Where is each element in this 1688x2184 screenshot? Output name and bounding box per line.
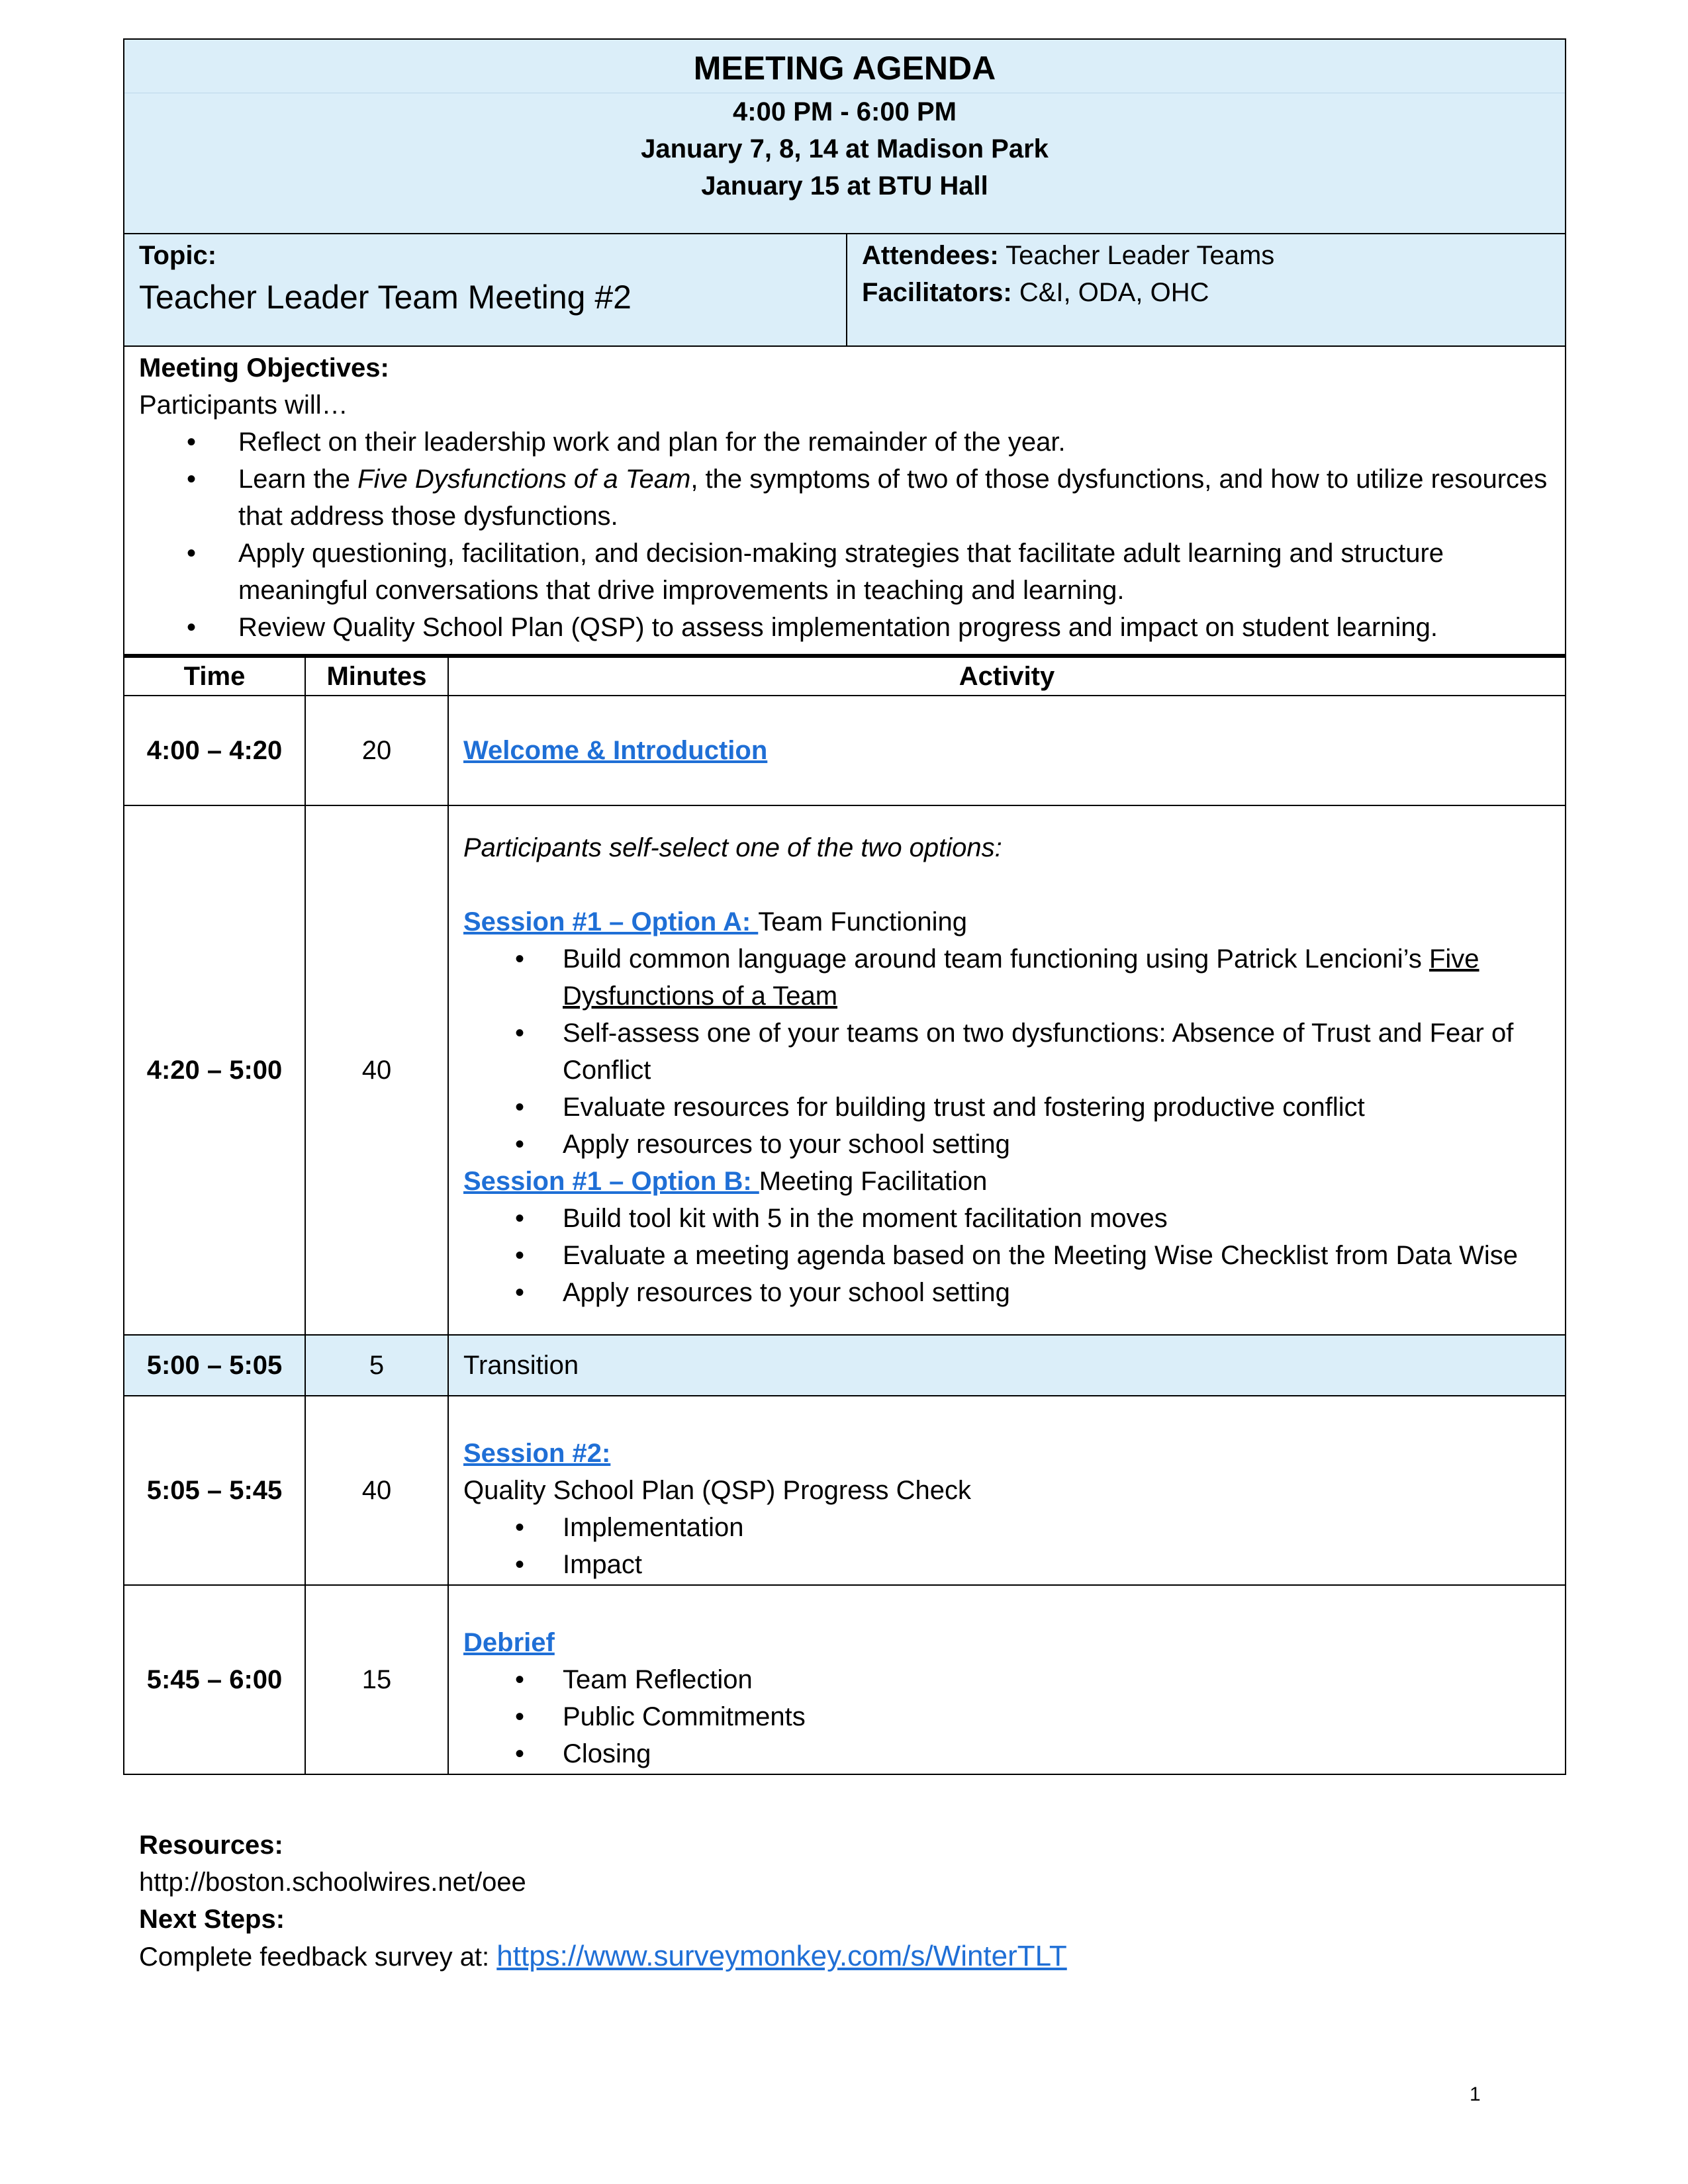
list-item: • Public Commitments — [563, 1698, 1550, 1735]
objective-item: • Reflect on their leadership work and plan for the remainder of the year. — [238, 424, 1550, 461]
facilitators-label: Facilitators: — [862, 278, 1012, 307]
session-2-list — [463, 1509, 1550, 1583]
row-minutes: 20 — [305, 696, 448, 805]
row-minutes: 15 — [305, 1585, 448, 1774]
option-a-title: Team Functioning — [758, 907, 968, 936]
row-minutes: 5 — [305, 1335, 448, 1396]
list-item-text: Build common language around team functioning using Patrick Lencioni’s — [563, 944, 1429, 974]
attendees-label: Attendees: — [862, 241, 999, 270]
row-minutes: 40 — [305, 805, 448, 1335]
welcome-link[interactable]: Welcome & Introduction — [463, 736, 768, 765]
row-activity — [448, 805, 1566, 1335]
schedule-header-row — [124, 657, 1566, 696]
session-2-link[interactable]: Session #2: — [463, 1439, 611, 1468]
book-title: Five Dysfunctions of a Team — [563, 944, 1479, 1011]
options-intro: Participants self-select one of the two options: — [463, 833, 1002, 862]
list-item: • Apply resources to your school setting — [563, 1274, 1550, 1311]
table-row — [124, 1335, 1566, 1396]
agenda-title: MEETING AGENDA — [693, 50, 996, 87]
objective-text: , the symptoms of two of those dysfunctions, and how to utilize resources that address those dysfunctions. — [238, 465, 1548, 531]
resources-label: Resources: — [139, 1831, 283, 1860]
list-item: • Evaluate a meeting agenda based on the Meeting Wise Checklist from Data Wise — [563, 1237, 1550, 1274]
next-steps-label: Next Steps: — [139, 1905, 285, 1934]
survey-link[interactable]: https://www.surveymonkey.com/s/WinterTLT — [496, 1940, 1067, 1972]
list-item: • Team Reflection — [563, 1661, 1550, 1698]
session-2-title: Quality School Plan (QSP) Progress Check — [463, 1476, 971, 1505]
table-row — [124, 1396, 1566, 1585]
activity-header: Activity — [448, 657, 1566, 696]
agenda-header — [123, 38, 1566, 234]
page-number: 1 — [1470, 2083, 1481, 2105]
facilitators-value: C&I, ODA, OHC — [1011, 278, 1209, 307]
agenda-page — [123, 38, 1566, 1775]
resources-section — [139, 1827, 1067, 1976]
row-time: 5:00 – 5:05 — [124, 1335, 305, 1396]
row-time: 5:45 – 6:00 — [124, 1585, 305, 1774]
topic-row — [123, 234, 1566, 347]
option-b-title: Meeting Facilitation — [759, 1167, 988, 1196]
list-item: • Self-assess one of your teams on two dysfunctions: Absence of Trust and Fear of Conflict — [563, 1015, 1550, 1089]
row-activity — [448, 1396, 1566, 1585]
topic-label: Topic: — [139, 241, 217, 270]
meeting-objectives — [123, 347, 1566, 657]
topic-cell — [124, 234, 847, 345]
objective-item: • Apply questioning, facilitation, and decision-making strategies that facilitate adult learning and structure meaningful conversations that drive improvements in teaching and learning. — [238, 535, 1550, 609]
table-row — [124, 696, 1566, 805]
list-item: • Build tool kit with 5 in the moment facilitation moves — [563, 1200, 1550, 1237]
row-activity — [448, 696, 1566, 805]
list-item: • Implementation — [563, 1509, 1550, 1546]
spacer — [463, 866, 1550, 903]
table-row — [124, 1585, 1566, 1774]
objectives-divider — [124, 654, 1565, 655]
row-time: 4:20 – 5:00 — [124, 805, 305, 1335]
list-item — [563, 940, 1550, 1015]
objective-item: • Review Quality School Plan (QSP) to assess implementation progress and impact on student learning. — [238, 609, 1550, 646]
attendees-cell — [847, 234, 1565, 345]
row-time: 5:05 – 5:45 — [124, 1396, 305, 1585]
agenda-dates-1: January 7, 8, 14 at Madison Park — [641, 134, 1049, 163]
time-header: Time — [124, 657, 305, 696]
objectives-list — [139, 424, 1550, 646]
option-b-list — [463, 1200, 1550, 1311]
debrief-list — [463, 1661, 1550, 1772]
objectives-label: Meeting Objectives: — [139, 353, 389, 383]
resources-url[interactable]: http://boston.schoolwires.net/oee — [139, 1868, 526, 1897]
list-item: • Closing — [563, 1735, 1550, 1772]
option-b-link[interactable]: Session #1 – Option B: — [463, 1167, 759, 1196]
list-item: • Impact — [563, 1546, 1550, 1583]
row-activity — [448, 1585, 1566, 1774]
objectives-intro: Participants will… — [139, 390, 348, 420]
agenda-time: 4:00 PM - 6:00 PM — [733, 97, 957, 126]
survey-text: Complete feedback survey at: — [139, 1942, 497, 1972]
table-row — [124, 805, 1566, 1335]
list-item: • Evaluate resources for building trust and fostering productive conflict — [563, 1089, 1550, 1126]
list-item: • Apply resources to your school setting — [563, 1126, 1550, 1163]
debrief-link[interactable]: Debrief — [463, 1628, 555, 1657]
row-minutes: 40 — [305, 1396, 448, 1585]
minutes-header: Minutes — [305, 657, 448, 696]
agenda-dates-2: January 15 at BTU Hall — [701, 171, 988, 201]
schedule-table — [123, 657, 1566, 1775]
objective-item — [238, 461, 1550, 535]
option-a-list — [463, 940, 1550, 1163]
book-title: Five Dysfunctions of a Team — [357, 465, 691, 494]
objective-text: Learn the — [238, 465, 358, 494]
row-activity: Transition — [448, 1335, 1566, 1396]
topic-value: Teacher Leader Team Meeting #2 — [139, 279, 632, 316]
option-a-link[interactable]: Session #1 – Option A: — [463, 907, 759, 936]
attendees-value: Teacher Leader Teams — [998, 241, 1275, 270]
row-time: 4:00 – 4:20 — [124, 696, 305, 805]
